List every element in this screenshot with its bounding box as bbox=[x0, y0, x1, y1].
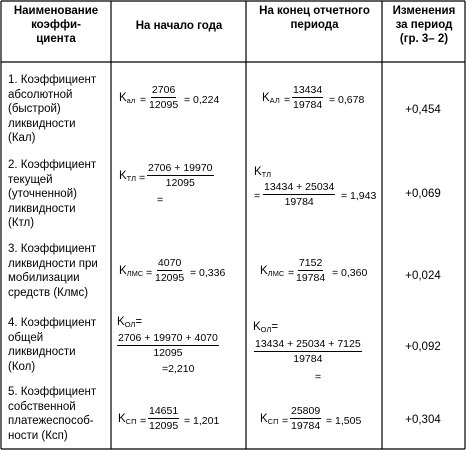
denominator: 12095 bbox=[149, 420, 179, 432]
row-4-start-result: =2,210 bbox=[162, 363, 195, 375]
name-line: мобилизации bbox=[8, 272, 80, 285]
denominator: 19784 bbox=[293, 99, 323, 111]
row-1-change: +0,454 bbox=[405, 104, 441, 116]
name-line: собственной bbox=[8, 400, 76, 413]
numerator: 4070 bbox=[157, 257, 182, 269]
row-2-name bbox=[8, 158, 96, 231]
row-3-end-result: = 0,360 bbox=[332, 267, 368, 279]
numerator: 2706 + 19970 bbox=[148, 162, 213, 174]
row-5-end-result: = 1,505 bbox=[326, 415, 362, 427]
denominator: 19784 bbox=[291, 420, 321, 432]
numerator: 13434 bbox=[293, 84, 323, 96]
header-end bbox=[247, 4, 382, 32]
name-line: ности (Ксп) bbox=[8, 429, 68, 442]
header-start-label: На начало года bbox=[135, 20, 223, 32]
row-2-start-fraction bbox=[147, 162, 214, 189]
row-2-end-fraction bbox=[263, 181, 335, 208]
row-3-start-result: = 0,336 bbox=[190, 267, 226, 279]
name-line: (Ктл) bbox=[8, 217, 35, 230]
row-1-end-fraction bbox=[292, 84, 323, 111]
name-line: (уточненной) bbox=[8, 188, 77, 201]
denominator: 12095 bbox=[149, 99, 179, 111]
name-line: 5. Коэффициент bbox=[8, 386, 97, 398]
header-name-line: циента bbox=[36, 33, 76, 45]
name-line: 2. Коэффициент bbox=[8, 159, 97, 171]
name-line: ликвидности bbox=[8, 346, 76, 359]
equals-sign: = bbox=[288, 267, 295, 279]
row-5-start-symbol: $K_{СП}$ bbox=[118, 413, 137, 426]
row-4-change: +0,092 bbox=[405, 341, 441, 353]
header-end-line: На конец отчетного bbox=[259, 5, 370, 17]
row-2-start-result: = bbox=[157, 194, 164, 206]
name-line: общей bbox=[8, 331, 44, 344]
row-2-end-result: = 1,943 bbox=[341, 190, 377, 202]
header-name bbox=[2, 4, 110, 46]
numerator: 13434 + 25034 bbox=[264, 181, 335, 193]
row-3-end-symbol: $K_{ЛМС}$ bbox=[260, 265, 285, 278]
numerator: 2706 bbox=[151, 84, 176, 96]
row-4-start-symbol: $K_{ОЛ}=$ bbox=[117, 316, 143, 329]
denominator: 12095 bbox=[153, 347, 183, 359]
name-line: абсолютной bbox=[8, 88, 73, 101]
row-4-end-fraction bbox=[254, 338, 362, 365]
equals-sign: = bbox=[146, 267, 153, 279]
header-change-line: за период bbox=[395, 19, 453, 31]
header-change-line: (гр. 3– 2) bbox=[399, 33, 449, 45]
header-change-line: Изменения bbox=[392, 5, 456, 17]
row-4-end-symbol: $K_{ОЛ}=$ bbox=[253, 321, 279, 334]
name-line: ликвидности bbox=[8, 202, 76, 215]
name-line: 4. Коэффициент bbox=[8, 317, 97, 329]
row-2-start-symbol: $K_{ТЛ}$ bbox=[119, 170, 137, 183]
row-4-name bbox=[8, 316, 96, 374]
denominator: 12095 bbox=[155, 272, 185, 284]
row-3-name bbox=[8, 242, 98, 300]
row-1-start-symbol: $K_{ал}$ bbox=[119, 92, 136, 105]
name-line: (быстрой) bbox=[8, 103, 61, 116]
name-line: ликвидности bbox=[8, 117, 76, 130]
equals-sign: = bbox=[139, 172, 146, 184]
equals-sign: = bbox=[254, 190, 261, 202]
name-line: (Кол) bbox=[8, 360, 36, 373]
name-line: 1. Коэффициент bbox=[8, 74, 97, 86]
row-5-change: +0,304 bbox=[405, 414, 441, 426]
row-4-start-fraction bbox=[117, 332, 219, 359]
numerator: 14651 bbox=[149, 405, 179, 417]
row-5-end-fraction bbox=[290, 405, 321, 432]
row-3-start-symbol: $K_{ЛМС}$ bbox=[119, 265, 144, 278]
name-line: (Кал) bbox=[8, 132, 36, 145]
row-5-name bbox=[8, 385, 96, 443]
row-2-change: +0,069 bbox=[405, 188, 441, 200]
name-line: 3. Коэффициент bbox=[8, 243, 97, 255]
name-line: ликвидности при bbox=[8, 257, 98, 270]
row-3-end-fraction bbox=[296, 257, 325, 284]
row-5-end-symbol: $K_{СП}$ bbox=[260, 413, 279, 426]
equals-sign: = bbox=[284, 94, 291, 106]
row-1-start-result: = 0,224 bbox=[184, 94, 220, 106]
row-1-start-fraction bbox=[149, 84, 178, 111]
numerator: 7152 bbox=[298, 257, 323, 269]
header-change bbox=[383, 4, 465, 46]
name-line: текущей bbox=[8, 173, 53, 186]
row-5-start-result: = 1,201 bbox=[184, 415, 220, 427]
denominator: 19784 bbox=[296, 272, 326, 284]
row-1-name bbox=[8, 73, 96, 146]
row-2-end-symbol: $K_{ТЛ}$ bbox=[254, 166, 272, 179]
numerator: 2706 + 19970 + 4070 bbox=[118, 332, 218, 344]
equals-sign: = bbox=[282, 415, 289, 427]
denominator: 19784 bbox=[293, 353, 323, 365]
equals-sign: = bbox=[140, 94, 147, 106]
denominator: 12095 bbox=[165, 177, 195, 189]
row-5-start-fraction bbox=[148, 405, 179, 432]
header-end-line: периода bbox=[290, 19, 339, 31]
row-4-end-result: = bbox=[315, 371, 322, 383]
equals-sign: = bbox=[140, 415, 147, 427]
header-start bbox=[112, 19, 246, 33]
row-1-end-symbol: $K_{АЛ}$ bbox=[262, 92, 280, 105]
denominator: 19784 bbox=[284, 196, 314, 208]
name-line: средств (Клмс) bbox=[8, 286, 89, 299]
row-3-change: +0,024 bbox=[405, 270, 441, 282]
header-name-line: коэффи- bbox=[31, 19, 81, 31]
name-line: платежеспособ- bbox=[8, 415, 94, 428]
header-name-line: Наименование bbox=[13, 5, 99, 17]
row-1-end-result: = 0,678 bbox=[329, 94, 365, 106]
numerator: 25809 bbox=[291, 405, 321, 417]
numerator: 13434 + 25034 + 7125 bbox=[255, 338, 361, 350]
row-3-start-fraction bbox=[155, 257, 184, 284]
